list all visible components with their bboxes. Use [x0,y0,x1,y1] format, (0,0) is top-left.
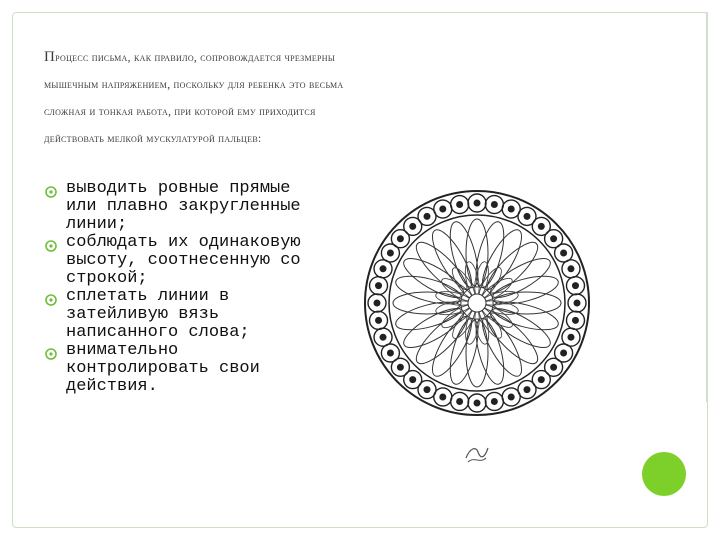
flower-bullet-icon [44,239,58,253]
flower-bullet-icon [44,185,58,199]
list-item [44,180,314,234]
mandala-image [362,188,592,418]
list-item [44,342,314,396]
list-item-text: внимательно контролировать свои действия. [66,341,260,396]
flower-bullet-icon [44,347,58,361]
frame-accent-line [706,12,708,402]
intro-heading [44,44,644,153]
list-item [44,288,314,342]
heading-line-1: Процесс письма, как правило, сопровождается чрезмерны [44,49,336,65]
heading-line-2: мышечным напряжением, поскольку для ребенка это весьма [44,79,344,91]
green-circle [642,452,686,496]
bullet-list [44,180,314,396]
list-item-text: сплетать линии в затейливую вязь написанного слова; [66,287,250,342]
list-item [44,234,314,288]
list-item-text: соблюдать их одинаковую высоту, соотнесенную со строкой; [66,233,301,288]
heading-line-3: сложная и тонкая работа, при которой ему приходится [44,106,316,118]
flower-bullet-icon [44,293,58,307]
heading-line-4: действовать мелкой мускулатурой пальцев: [44,133,262,145]
list-item-text: выводить ровные прямые или плавно закругленные линии; [66,179,301,234]
signature-mark [462,438,492,466]
